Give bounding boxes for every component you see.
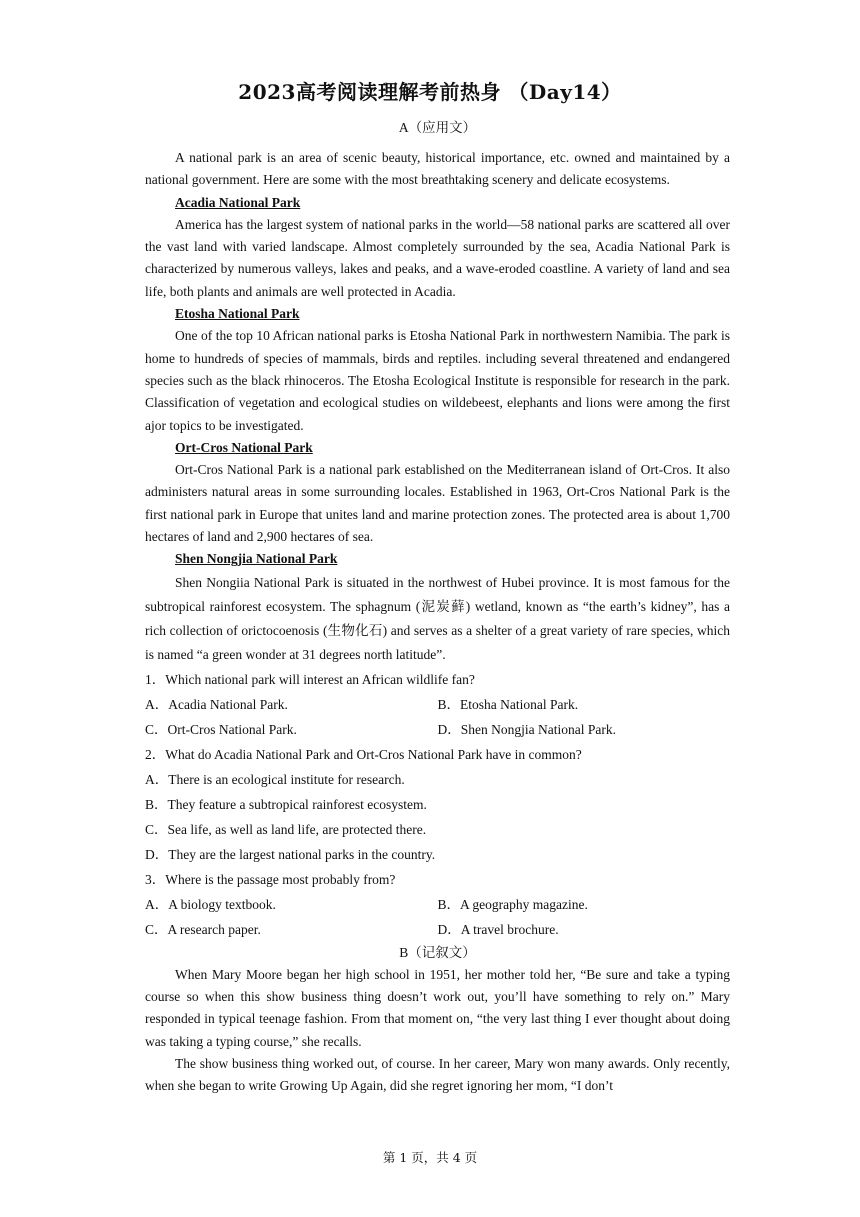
question-3-option-d: D．A travel brochure. <box>437 921 559 937</box>
question-3-option-c: C．A research paper. <box>145 921 261 937</box>
section-b-paragraph-2: The show business thing worked out, of course. In her career, Mary won many awards. Only recently, when she began to write Growing Up Again, did she regret ignoring her mom, “I don’t <box>145 1055 730 1094</box>
question-1-options-row-2 <box>145 717 730 742</box>
park-text-etosha: One of the top 10 African national parks is Etosha National Park in northwestern Namibia. The park is home to hundreds of species of mammals, birds and reptiles. including several threatened and endangered species such as the black rhinoceros. The Etosha Ecological Institute is responsible for research in the park. Classification of vegetation and ecological studies on wildebeest, elephants and lions were among the first ajor topics to be investigated. <box>145 328 730 433</box>
question-1-options-row-1 <box>145 692 730 717</box>
question-3-stem: 3．Where is the passage most probably from? <box>145 871 396 887</box>
question-3-option-a: A．A biology textbook. <box>145 896 276 912</box>
question-1-option-d: D．Shen Nongjia National Park. <box>437 721 616 737</box>
question-2-option-c: C．Sea life, as well as land life, are protected there. <box>145 821 427 837</box>
intro-paragraph: A national park is an area of scenic beauty, historical importance, etc. owned and maintained by a national government. Here are some with the most breathtaking scenery and delicate ecosystems. <box>145 150 730 188</box>
section-b-paragraph-1: When Mary Moore began her high school in 1951, her mother told her, “Be sure and take a typing course so when this show business thing doesn’t work out, you’ll have something to rely on.” Mary responded in typical teenage fashion. From that moment on, “the very last thing I ever thought about doing was taking a typing course,” she recalls. <box>145 966 730 1049</box>
park-name-shen-nongjia: Shen Nongjia National Park <box>175 551 338 567</box>
question-1-option-c: C．Ort-Cros National Park. <box>145 721 297 737</box>
question-2-option-d: D．They are the largest national parks in the country. <box>145 846 436 862</box>
question-3-options-row-1 <box>145 892 730 917</box>
park-text-shen-nongjia: Shen Nongiia National Park is situated in the northwest of Hubei province. It is most famous for the subtropical rainforest ecosystem. The sphagnum (泥炭藓) wetland, known as “the earth’s kidney”, has a rich collection of orictocoenosis (生物化石) and serves as a shelter of a great variety of rare species, which is named “a green wonder at 31 degrees north latitude”. <box>145 574 730 662</box>
content-column <box>145 0 730 1097</box>
section-a-heading: A（应用文） <box>398 120 477 135</box>
park-text-ort-cros: Ort-Cros National Park is a national park established on the Mediterranean island of Ort-Cros. It also administers natural areas in some surrounding locales. Established in 1963, Ort-Cros National Park is the first national park in Europe that unites land and marine protection zones. The protected area is about 1,700 hectares of land and 2,900 hectares of sea. <box>145 462 730 545</box>
question-2-option-a: A．There is an ecological institute for research. <box>145 771 405 787</box>
section-b-heading: B（记叙文） <box>399 944 476 960</box>
park-name-ort-cros: Ort-Cros National Park <box>175 439 313 455</box>
park-name-etosha: Etosha National Park <box>175 306 300 322</box>
question-3-options-row-2 <box>145 917 730 942</box>
page-footer: 第 1 页，共 4 页 <box>382 1150 478 1165</box>
page-title: 2023高考阅读理解考前热身 （Day14） <box>238 80 622 104</box>
park-text-acadia: America has the largest system of national parks in the world—58 national parks are scattered all over the vast land with varied landscape. Almost completely surrounded by the sea, Acadia National Park is characterized by numerous valleys, lakes and peaks, and a wave-eroded coastline. A variety of land and sea life, both plants and animals are well protected in Acadia. <box>145 216 730 299</box>
question-1-option-b: B．Etosha National Park. <box>437 696 579 712</box>
question-3-option-b: B．A geography magazine. <box>437 896 588 912</box>
park-name-acadia: Acadia National Park <box>175 194 301 210</box>
question-2-stem: 2．What do Acadia National Park and Ort-Cros National Park have in common? <box>145 746 582 762</box>
question-1-stem: 1．Which national park will interest an African wildlife fan? <box>145 671 475 687</box>
question-2-option-b: B．They feature a subtropical rainforest ecosystem. <box>145 796 427 812</box>
question-1-option-a: A．Acadia National Park. <box>145 696 288 712</box>
